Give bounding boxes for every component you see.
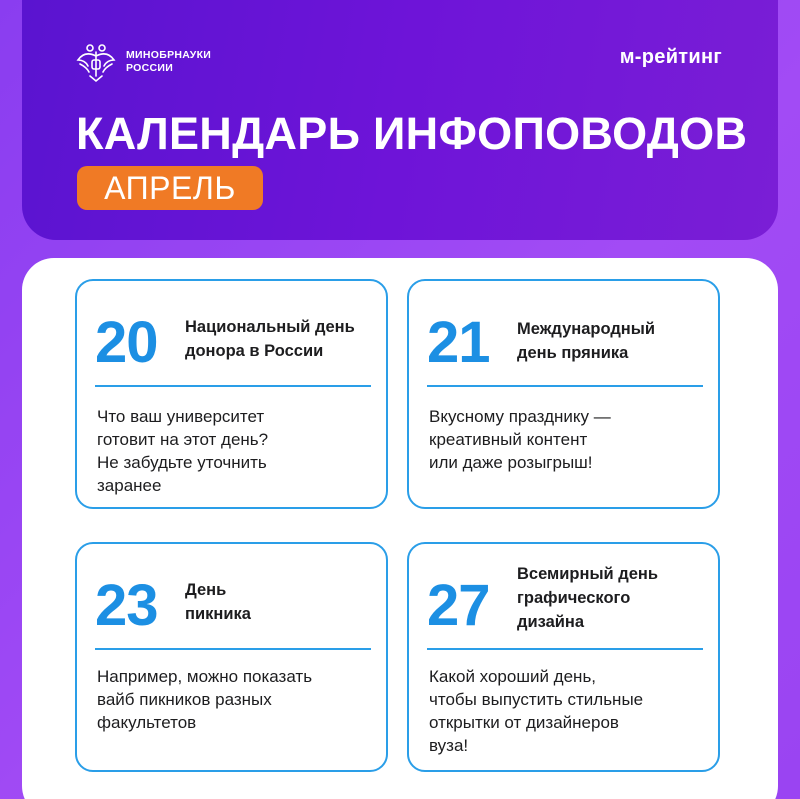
header-banner	[22, 0, 778, 240]
event-title	[185, 578, 251, 626]
event-day: 21	[427, 310, 490, 375]
brand-logo: м-рейтинг	[619, 46, 722, 68]
event-text-line: или даже розыгрыш!	[429, 453, 593, 472]
divider	[427, 648, 703, 650]
event-title-line: Всемирный день	[517, 565, 659, 583]
ministry-logo	[74, 40, 211, 84]
event-day: 20	[95, 310, 158, 375]
event-text-line: вуза!	[429, 736, 469, 755]
event-card-20	[75, 279, 388, 509]
ministry-line-1: МИНОБРНАУКИ	[126, 49, 212, 61]
divider	[95, 648, 371, 650]
event-title-line: Национальный день	[185, 318, 355, 336]
event-description	[97, 405, 376, 497]
event-title-line: пикника	[185, 605, 251, 623]
page-title: КАЛЕНДАРЬ ИНФОПОВОДОВ	[76, 108, 748, 159]
event-title	[185, 315, 355, 363]
event-card-23	[75, 542, 388, 772]
event-day: 27	[427, 573, 490, 638]
eagle-emblem-icon	[74, 40, 118, 84]
event-text-line: Что ваш университет	[97, 407, 265, 426]
ministry-name	[126, 49, 211, 75]
event-card-21	[407, 279, 720, 509]
event-text-line: готовит на этот день?	[97, 430, 269, 449]
event-text-line: чтобы выпустить стильные	[429, 690, 644, 709]
event-text-line: факультетов	[97, 713, 197, 732]
divider	[95, 385, 371, 387]
calendar-panel	[22, 258, 778, 799]
event-text-line: Не забудьте уточнить	[97, 453, 267, 472]
ministry-line-2: РОССИИ	[126, 62, 174, 74]
event-title-line: дизайна	[517, 613, 585, 631]
month-badge: АПРЕЛЬ	[77, 166, 263, 210]
event-text-line: креативный контент	[429, 430, 588, 449]
event-text-line: Вкусному празднику —	[429, 407, 611, 426]
event-title	[517, 562, 658, 634]
event-title-line: Международный	[517, 320, 656, 338]
event-title-line: день пряника	[517, 344, 629, 362]
event-text-line: открытки от дизайнеров	[429, 713, 619, 732]
event-card-27	[407, 542, 720, 772]
event-title	[517, 317, 655, 365]
event-title-line: графического	[517, 589, 631, 607]
event-description	[429, 665, 708, 757]
event-title-line: День	[185, 581, 227, 599]
event-text-line: Какой хороший день,	[429, 667, 597, 686]
divider	[427, 385, 703, 387]
event-title-line: донора в России	[185, 342, 324, 360]
event-text-line: заранее	[97, 476, 162, 495]
event-description	[429, 405, 708, 474]
event-text-line: Например, можно показать	[97, 667, 313, 686]
event-day: 23	[95, 573, 158, 638]
event-text-line: вайб пикников разных	[97, 690, 272, 709]
event-description	[97, 665, 376, 734]
